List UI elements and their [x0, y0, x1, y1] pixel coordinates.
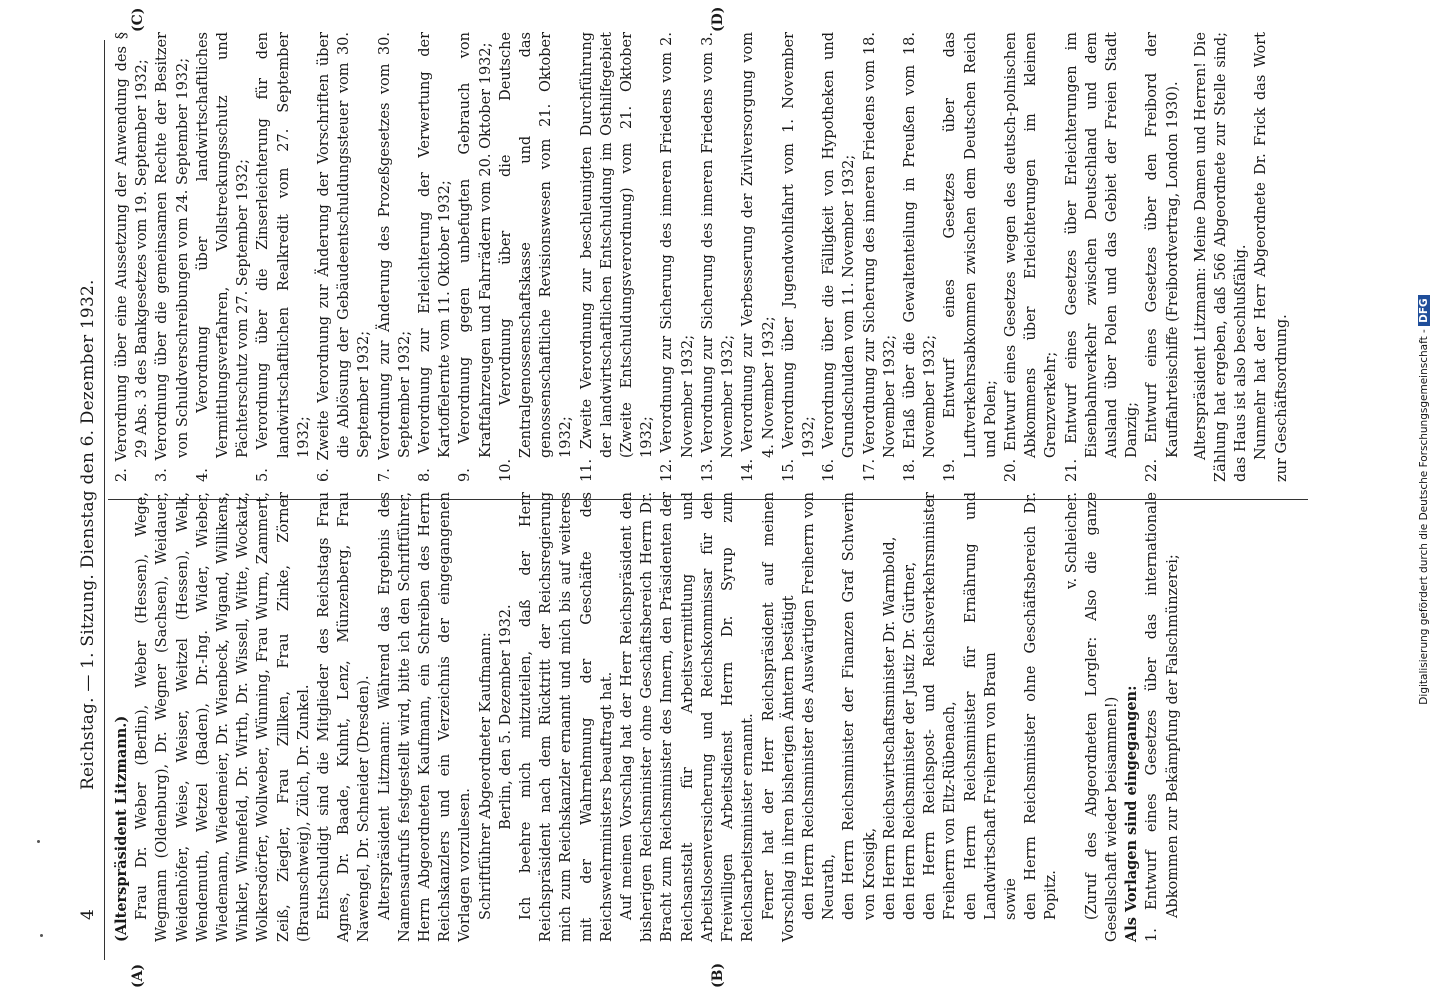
list-item: 19. Entwurf eines Gesetzes über das Luftverkehrsabkommen zwischen dem Deutschen Reich und Polen; — [942, 32, 999, 482]
list-item: 22. Entwurf eines Gesetzes über den Freibord der Kauffahrteischiffe (Freibordvertrag, London 1930). — [1144, 32, 1181, 482]
paragraph: Alterspräsident Litzmann: Während das Ergebnis des Namensaufrufs festgestellt wird, bitte ich den Schriftführer, Herrn Abgeordneten Kaufmann, ein Schreiben des Herrn Reichskanzlers und ein Verzeichnis der eingegangenen Vorlagen vorzulesen. — [376, 492, 474, 942]
list-item: 1. Entwurf eines Gesetzes über das internationale Abkommen zur Bekämpfung der Falschmünzerei; — [1144, 492, 1181, 942]
minister-line: den Herrn Reichsminister für Ernährung und Landwirtschaft Freiherrn von Braun — [962, 492, 999, 920]
letter-date: Berlin, den 5. Dezember 1932. — [497, 604, 514, 830]
list-item: 3. Verordnung über die gemeinsamen Rechte der Besitzer von Schuldverschreibungen vom 24. September 1932; — [154, 32, 191, 482]
header-rule — [104, 40, 105, 960]
list-item: 7. Verordnung zur Änderung des Prozeßgesetzes vom 30. September 1932; — [376, 32, 413, 482]
list-item: 12. Verordnung zur Sicherung des inneren Friedens vom 2. November 1932; — [659, 32, 696, 482]
list-item: 17. Verordnung zur Sicherung des inneren Friedens vom 18. November 1932; — [861, 32, 898, 482]
paragraph: Nunmehr hat der Herr Abgeordnete Dr. Frick das Wort zur Geschäftsordnung. — [1253, 32, 1290, 482]
right-column — [112, 32, 1292, 482]
paragraph: Als Vorlagen sind eingegangen: — [1123, 685, 1141, 942]
funding-text: Digitalisierung gefördert durch die Deutsche Forschungsgemeinschaft - — [1418, 329, 1430, 705]
paragraph: (Zuruf des Abgeordneten Lorgler: Also die ganze Gesellschaft wieder beisammen!) — [1083, 492, 1120, 942]
list-item: 5. Verordnung über die Zinserleichterung für den landwirtschaftlichen Realkredit vom 27. September 1932; — [255, 32, 312, 482]
list-item: 18. Erlaß über die Gewaltenteilung in Preußen vom 18. November 1932; — [901, 32, 939, 482]
list-item: 4. Verordnung über landwirtschaftliches Vermittlungsverfahren, Vollstreckungsschutz und Pächterschutz vom 27. September 1932; — [194, 32, 252, 482]
paragraph: Ich beehre mich mitzuteilen, daß der Herr Reichspräsident nach dem Rücktritt der Reichsregierung mich zum Reichskanzler ernannt und mich bis auf weiteres mit der Wahrnehmung der Geschäfte des Reichswehrministers beauftragt hat. — [518, 492, 615, 942]
paragraph: Schriftführer Abgeordneter Kaufmann: — [477, 632, 494, 920]
minister-line: den Herrn Reichsminister der Justiz Dr. Gürtner, — [901, 561, 918, 920]
list-item: 16. Verordnung über die Fälligkeit von Hypotheken und Grundschulden vom 11. November 1932; — [821, 32, 858, 482]
running-title: Reichstag. — 1. Sitzung. Dienstag den 6. Dezember 1932. — [78, 279, 98, 790]
paragraph: Frau Dr. Weber (Berlin), Weber (Hessen), Wege, Wegmann (Oldenburg), Dr. Wegner (Sachsen), Weidauer, Weidenhöfer, Weise, Weiser, Weitzel (Hessen), Welk, Wendemuth, Wetzel (Baden), Dr.-Ing. Wider, Wieber, Wiedemann, Wiedemeier, Dr. Wienbeck, Wigand, Willikens, Winkler, Winnefeld, Dr. Wirth, Dr. Wissell, Witte, Wockatz, Wolkersdörfer, Wollweber, Wünning, Frau Wurm, Zammert, Zeiß, Ziegler, Frau Zillken, Frau Zinke, Zörner (Braunschweig), Zülch, Dr. Zunkel. — [134, 492, 312, 942]
minister-line: den Herrn Reichsminister des Auswärtigen Freiherrn von Neurath, — [800, 492, 838, 920]
page-number: 4 — [78, 908, 98, 920]
list-item: 6. Zweite Verordnung zur Änderung der Vorschriften über die Ablösung der Gebäudeentschuldungssteuer vom 30. September 1932; — [316, 32, 373, 482]
list-item: 11. Zweite Verordnung zur beschleunigten Durchführung der landwirtschaftlichen Entschuldung im Osthilfegebiet (Zweite Entschuldungsverordnung) vom 21. Oktober 1932; — [578, 32, 656, 482]
digitization-notice — [1414, 0, 1434, 1000]
margin-marker-c: (C) — [130, 7, 146, 32]
list-item: 20. Entwurf eines Gesetzes wegen des deutsch-polnischen Abkommens über Erleichterungen im kleinen Grenzverkehr; — [1002, 32, 1060, 482]
signature: v. Schleicher. — [1063, 492, 1080, 589]
margin-marker-d: (D) — [710, 6, 726, 32]
minister-line: sowie — [1002, 878, 1019, 920]
margin-marker-a: (A) — [130, 963, 146, 988]
list-item: 2. Verordnung über eine Aussetzung der Anwendung des § 29 Abs. 3 des Bankgesetzes vom 19. September 1932; — [114, 32, 151, 482]
minister-line: den Herrn Reichspost- und Reichsverkehrsminister Freiherrn von Eltz-Rübenach, — [922, 492, 959, 920]
minister-line: den Herrn Reichswirtschaftsminister Dr. Warmbold, — [881, 536, 898, 920]
minister-line: den Herrn Reichsminister ohne Geschäftsbereich Dr. Popitz. — [1023, 492, 1060, 920]
list-item: 15. Verordnung über Jugendwohlfahrt vom 1. November 1932; — [780, 32, 817, 482]
paragraph: Ferner hat der Herr Reichspräsident auf meinen Vorschlag in ihren bisherigen Ämtern bestätigt — [760, 492, 797, 942]
margin-marker-b: (B) — [710, 962, 726, 988]
dfg-badge: DFG — [1418, 295, 1430, 326]
paragraph: Entschuldigt sind die Mitglieder des Reichstags Frau Agnes, Dr. Baade, Kuhnt, Lenz, Münzenberg, Frau Nawengel, Dr. Schneider (Dresden). — [316, 492, 373, 942]
list-item: 14. Verordnung zur Verbesserung der Zivilversorgung vom 4. November 1932; — [740, 32, 777, 482]
list-item: 13. Verordnung zur Sicherung des inneren Friedens vom 3. November 1932; — [699, 32, 737, 482]
paragraph: Auf meinen Vorschlag hat der Herr Reichspräsident den bisherigen Reichsminister ohne Geschäftsbereich Herrn Dr. Bracht zum Reichsminister des Innern, den Präsidenten der Reichsanstalt für Arbeitsvermittlung und Arbeitslosenversicherung und Reichskommissar für den Freiwilligen Arbeitsdienst Herrn Dr. Syrup zum Reichsarbeitsminister ernannt. — [619, 492, 757, 942]
speaker-label: (Alterspräsident Litzmann.) — [113, 715, 130, 942]
list-item: 8. Verordnung zur Erleichterung der Verwertung der Kartoffelernte vom 11. Oktober 1932; — [417, 32, 454, 482]
left-column — [112, 492, 1183, 942]
list-item: 10. Verordnung über die Deutsche Zentralgenossenschaftskasse und das genossenschaftliche Revisionswesen vom 21. Oktober 1932; — [497, 32, 575, 482]
minister-line: den Herrn Reichsminister der Finanzen Graf Schwerin von Krosigk, — [841, 492, 878, 920]
list-item: 9. Verordnung gegen unbefugten Gebrauch von Kraftfahrzeugen und Fahrrädern vom 20. Oktober 1932; — [457, 32, 494, 482]
page-header — [78, 80, 104, 960]
list-item: 21. Entwurf eines Gesetzes über Erleichterungen im Eisenbahnverkehr zwischen Deutschland und dem Ausland über Polen und das Gebiet der Freien Stadt Danzig; — [1063, 32, 1141, 482]
paragraph: Alterspräsident Litzmann: Meine Damen und Herren! Die Zählung hat ergeben, daß 566 Abgeordnete zur Stelle sind; das Haus ist also beschlußfähig. — [1192, 32, 1250, 482]
